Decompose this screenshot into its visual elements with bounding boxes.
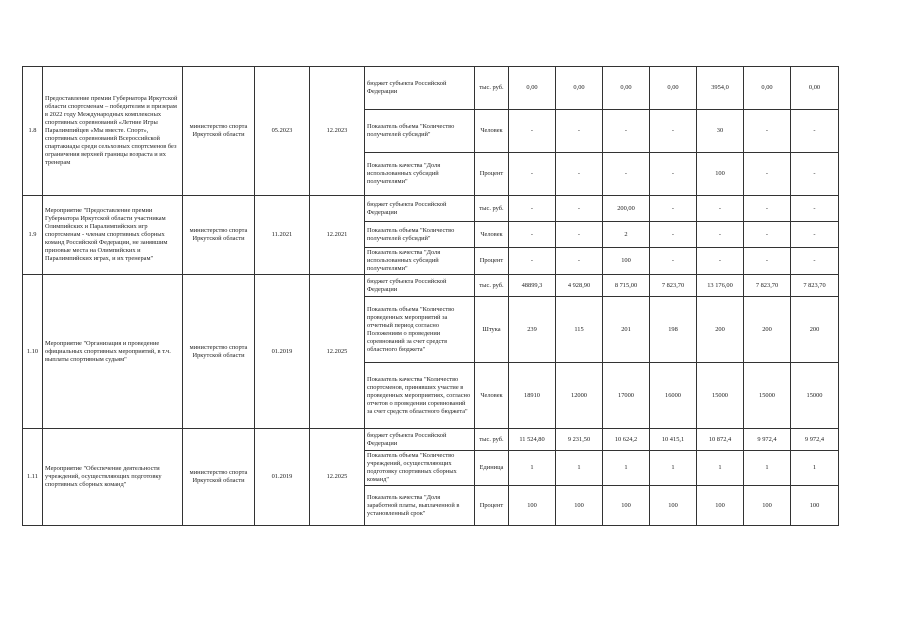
indicator-value: - [697,222,744,248]
executor: министерство спорта Иркутской области [183,275,255,429]
indicator-value: 198 [650,297,697,363]
indicator-value: - [650,110,697,153]
indicator-value: - [650,222,697,248]
indicator-unit: Единица [475,451,509,486]
table-row [23,429,839,451]
indicator-value: 11 524,80 [509,429,556,451]
measure-name: Мероприятие "Организация и проведение официальных спортивных мероприятий, в т.ч. выплаты спортивным судьям" [43,275,183,429]
indicator-value: 1 [509,451,556,486]
indicator-value: 201 [603,297,650,363]
indicator-value: - [556,222,603,248]
indicator-text: Показатель объема "Количество проведенных мероприятий за отчетный период согласно Положениям о проведении соревнований за счет средств областного бюджета" [365,297,475,363]
indicator-value: 3954,0 [697,67,744,110]
indicator-unit: тыс. руб. [475,67,509,110]
indicator-value: 7 823,70 [791,275,839,297]
indicator-text: Показатель качества "Доля использованных субсидий получателями" [365,153,475,196]
indicator-value: 10 624,2 [603,429,650,451]
indicator-value: 9 972,4 [744,429,791,451]
indicator-value: - [744,110,791,153]
indicator-value: - [556,248,603,275]
indicator-text: Показатель объема "Количество получателей субсидий" [365,222,475,248]
indicator-unit: Человек [475,363,509,429]
indicator-value: 100 [509,486,556,526]
indicator-value: 0,00 [791,67,839,110]
indicator-value: 100 [556,486,603,526]
row-number: 1.9 [23,196,43,275]
indicator-value: 13 176,00 [697,275,744,297]
indicator-unit: Процент [475,248,509,275]
indicator-value: 18910 [509,363,556,429]
indicator-value: 200 [697,297,744,363]
indicator-value: 1 [697,451,744,486]
indicator-value: 100 [697,153,744,196]
indicator-value: - [744,248,791,275]
indicator-text: Показатель объема "Количество учреждений, осуществляющих подготовку спортивных сборных команд" [365,451,475,486]
indicator-value: 1 [603,451,650,486]
indicator-value: 10 872,4 [697,429,744,451]
indicator-value: 16000 [650,363,697,429]
indicator-unit: тыс. руб. [475,429,509,451]
indicator-value: 15000 [791,363,839,429]
indicator-value: 0,00 [650,67,697,110]
indicator-text: бюджет субъекта Российской Федерации [365,429,475,451]
indicator-value: - [509,153,556,196]
indicator-value: - [791,248,839,275]
indicator-text: бюджет субъекта Российской Федерации [365,196,475,222]
row-number: 1.11 [23,429,43,526]
indicator-value: 17000 [603,363,650,429]
indicator-text: Показатель качества "Доля использованных субсидий получателями" [365,248,475,275]
indicator-unit: тыс. руб. [475,275,509,297]
indicator-text: бюджет субъекта Российской Федерации [365,275,475,297]
row-number: 1.8 [23,67,43,196]
indicator-value: - [697,196,744,222]
indicator-value: 1 [744,451,791,486]
indicator-unit: Процент [475,153,509,196]
indicator-value: 2 [603,222,650,248]
indicator-value: 100 [603,486,650,526]
indicator-unit: Процент [475,486,509,526]
indicator-value: 100 [650,486,697,526]
indicator-value: 200,00 [603,196,650,222]
indicator-value: - [509,110,556,153]
indicator-value: 100 [697,486,744,526]
indicator-text: Показатель объема "Количество получателей субсидий" [365,110,475,153]
indicator-value: - [650,248,697,275]
indicator-value: 15000 [744,363,791,429]
indicator-value: 9 972,4 [791,429,839,451]
indicator-value: 0,00 [509,67,556,110]
indicator-value: 200 [744,297,791,363]
table-row [23,196,839,222]
indicator-value: - [509,248,556,275]
table-row [23,275,839,297]
indicator-value: - [603,110,650,153]
measure-name: Мероприятие "Предоставление премии Губернатора Иркутской области участникам Олимпийских и Паралимпийских игр спортсменам - членам спортивных сборных команд Российской Федерации, не занявшим призовые места на Олимпийских и Паралимпийских играх, и их тренерам" [43,196,183,275]
indicator-value: 12000 [556,363,603,429]
indicator-unit: Штука [475,297,509,363]
indicator-value: - [791,196,839,222]
indicator-value: - [791,110,839,153]
indicator-value: 7 823,70 [744,275,791,297]
program-table [22,66,839,526]
indicator-value: 9 231,50 [556,429,603,451]
indicator-value: 115 [556,297,603,363]
indicator-value: 4 928,90 [556,275,603,297]
end-date: 12.2021 [310,196,365,275]
measure-name: Мероприятие "Обеспечение деятельности учреждений, осуществляющих подготовку спортивных сборных команд" [43,429,183,526]
indicator-text: Показатель качества "Количество спортсменов, принявших участие в проведенных мероприятиях, согласно отчетов о проведении соревнований за счет средств областного бюджета" [365,363,475,429]
indicator-value: 0,00 [744,67,791,110]
indicator-value: 1 [556,451,603,486]
indicator-value: 48899,3 [509,275,556,297]
indicator-value: 100 [603,248,650,275]
indicator-value: - [556,110,603,153]
measure-name: Предоставление премии Губернатора Иркутской области спортсменам – победителям и призерам в 2022 году Международных комплексных спортивных соревнований «Летние Игры Паралимпийцев «Мы вместе. Спорт», спортивных соревнований Всероссийской спартакиады среди сельхозных спортсменов без ограничения верхней границы возраста и их тренерам [43,67,183,196]
indicator-value: - [744,196,791,222]
indicator-value: - [650,196,697,222]
indicator-value: 30 [697,110,744,153]
indicator-value: - [791,222,839,248]
indicator-value: 239 [509,297,556,363]
indicator-value: 200 [791,297,839,363]
indicator-value: - [744,222,791,248]
indicator-value: - [509,196,556,222]
indicator-unit: Человек [475,110,509,153]
indicator-value: - [556,153,603,196]
end-date: 12.2025 [310,275,365,429]
indicator-value: 100 [791,486,839,526]
indicator-value: 8 715,00 [603,275,650,297]
indicator-value: 100 [744,486,791,526]
start-date: 01.2019 [255,275,310,429]
end-date: 12.2025 [310,429,365,526]
indicator-value: 10 415,1 [650,429,697,451]
executor: министерство спорта Иркутской области [183,67,255,196]
indicator-value: 0,00 [603,67,650,110]
indicator-value: - [697,248,744,275]
row-number: 1.10 [23,275,43,429]
indicator-value: - [650,153,697,196]
indicator-value: 1 [650,451,697,486]
executor: министерство спорта Иркутской области [183,196,255,275]
start-date: 05.2023 [255,67,310,196]
indicator-text: Показатель качества "Доля заработной платы, выплаченной в установленный срок" [365,486,475,526]
indicator-value: - [603,153,650,196]
indicator-text: бюджет субъекта Российской Федерации [365,67,475,110]
start-date: 11.2021 [255,196,310,275]
executor: министерство спорта Иркутской области [183,429,255,526]
indicator-unit: тыс. руб. [475,196,509,222]
indicator-value: 1 [791,451,839,486]
indicator-value: - [791,153,839,196]
indicator-value: 7 823,70 [650,275,697,297]
indicator-unit: Человек [475,222,509,248]
indicator-value: - [744,153,791,196]
indicator-value: 0,00 [556,67,603,110]
end-date: 12.2023 [310,67,365,196]
indicator-value: - [509,222,556,248]
indicator-value: 15000 [697,363,744,429]
indicator-value: - [556,196,603,222]
start-date: 01.2019 [255,429,310,526]
table-row [23,67,839,110]
